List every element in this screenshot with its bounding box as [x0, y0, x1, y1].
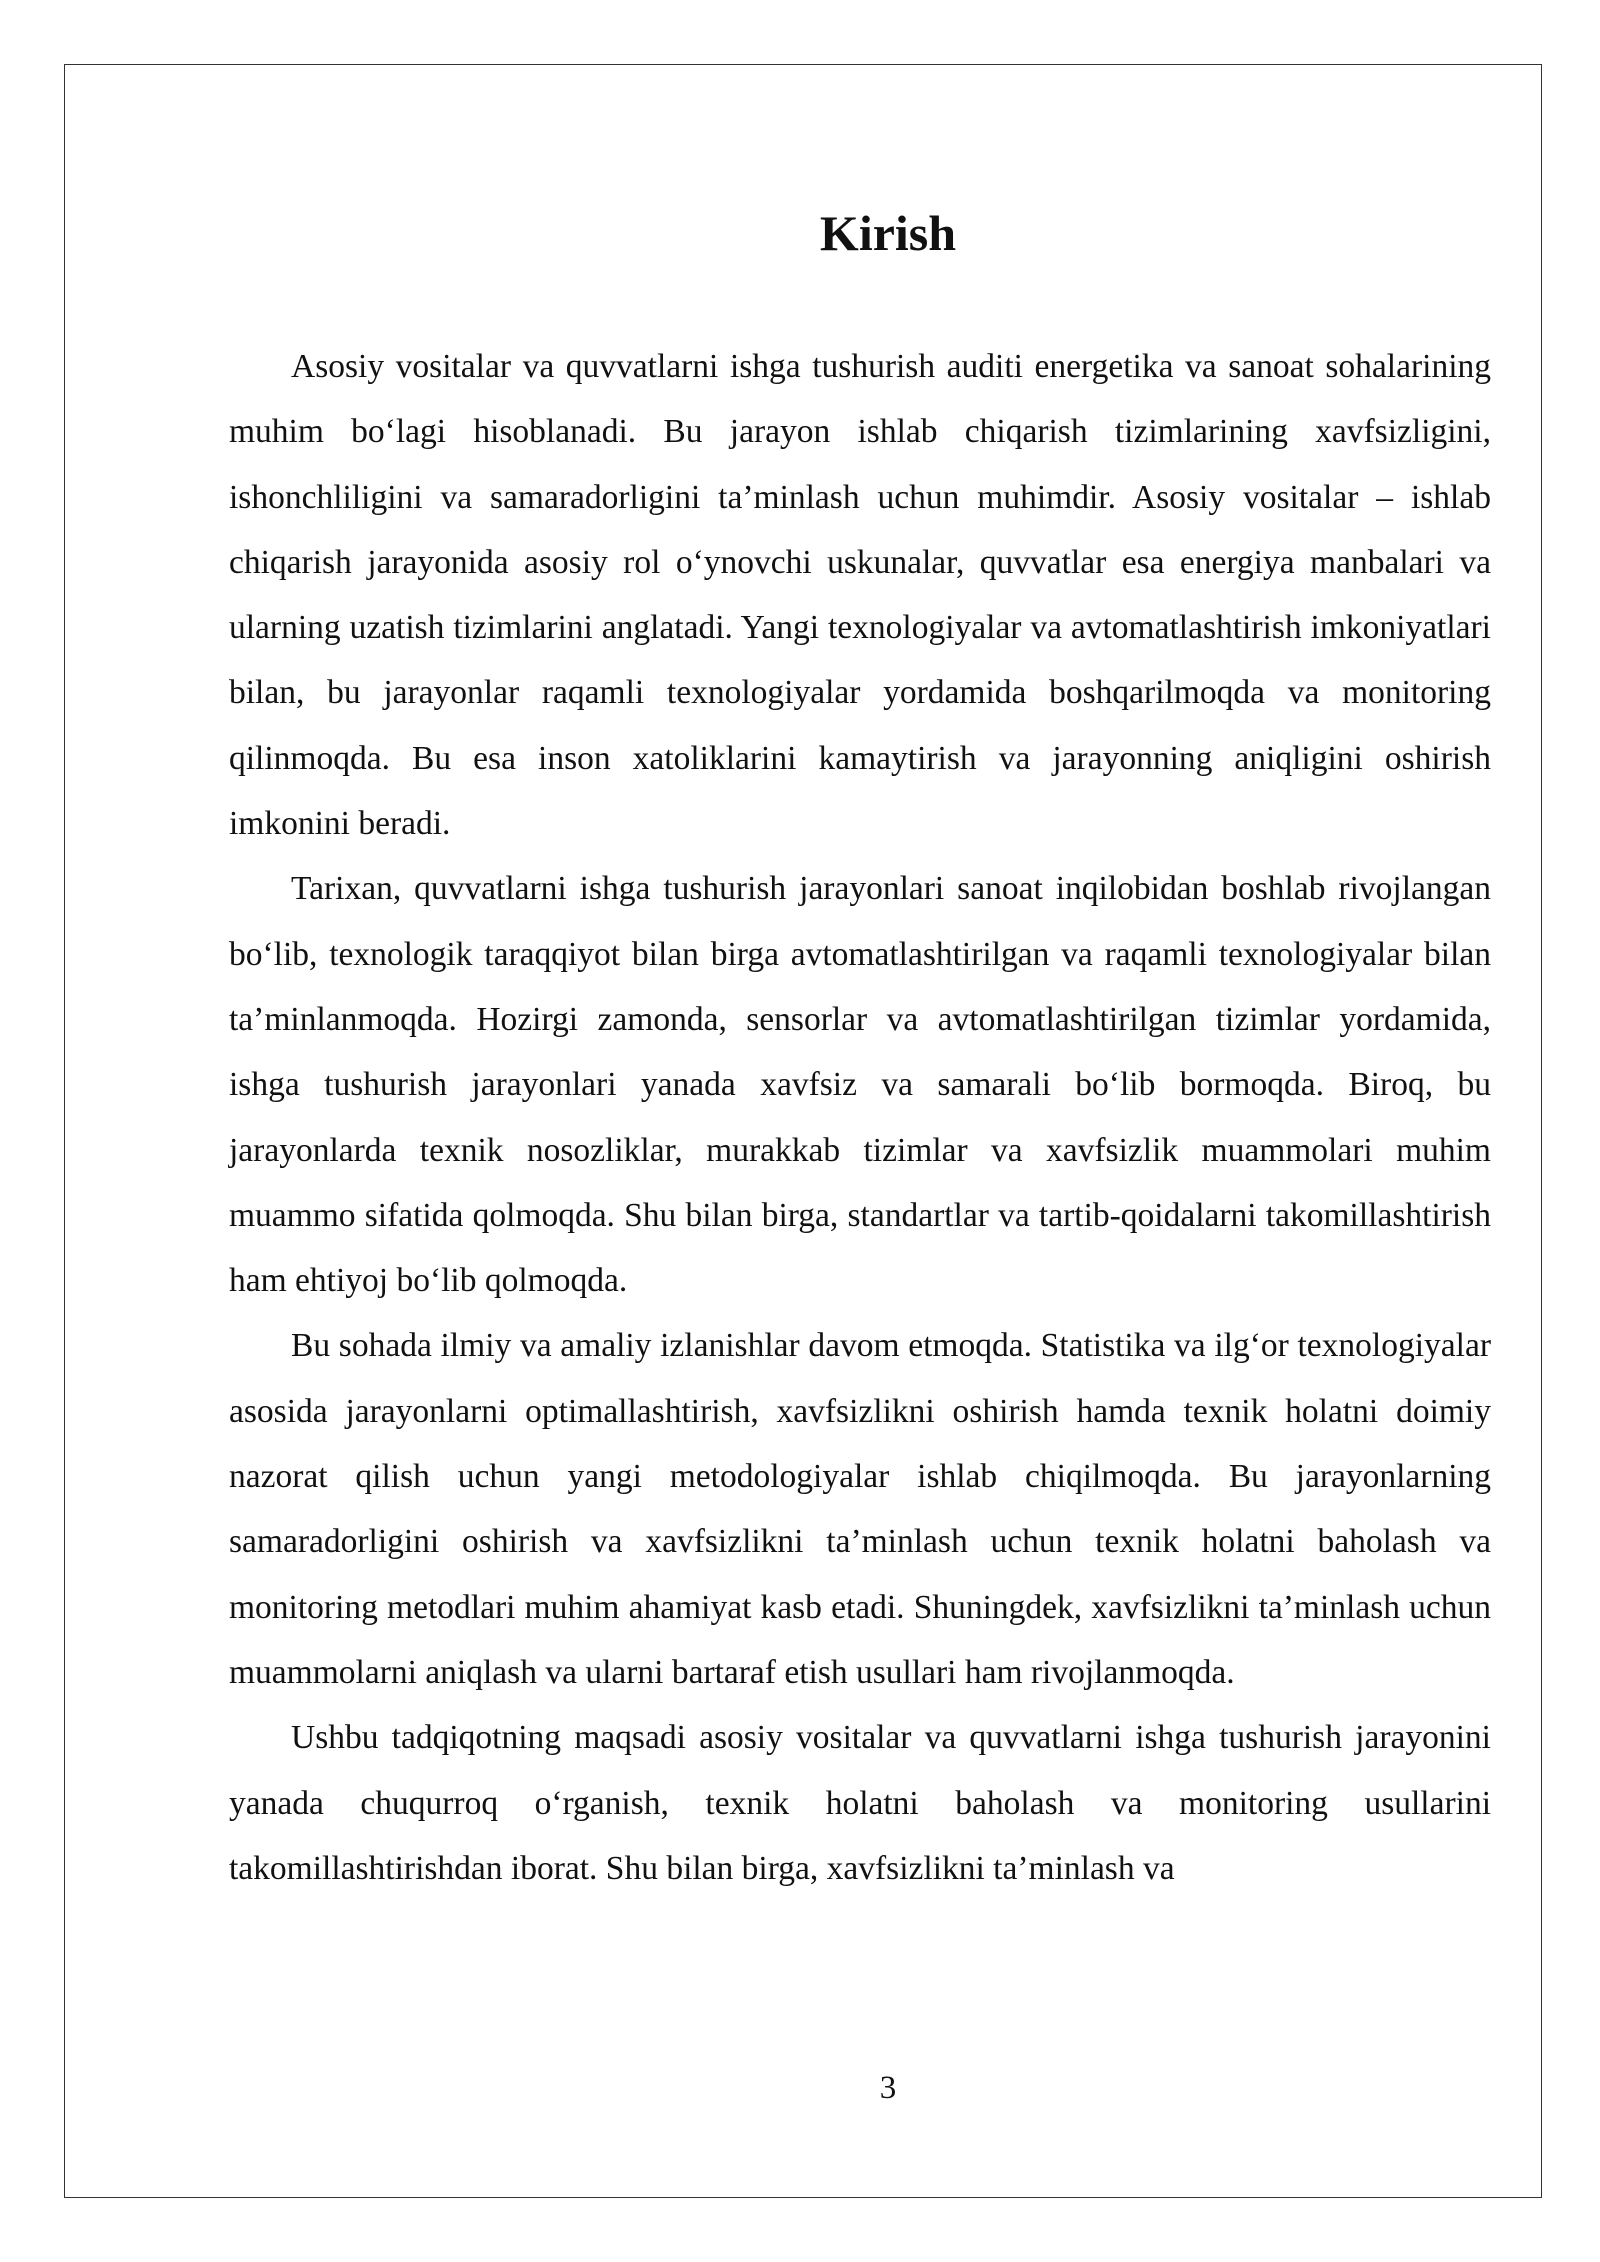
page-title: Kirish	[819, 205, 957, 261]
body-text	[229, 334, 1491, 1901]
page-number: 3	[879, 2070, 897, 2106]
paragraph-4: Ushbu tadqiqotning maqsadi asosiy vositalar va quvvatlarni ishga tushurish jarayonini yanada chuqurroq o‘rganish, texnik holatni baholash va monitoring usullarini takomillashtirishdan iborat. Shu bilan birga, xavfsizlikni ta’minlash va	[229, 1719, 1491, 1887]
paragraph-1: Asosiy vositalar va quvvatlarni ishga tushurish auditi energetika va sanoat sohalarining muhim bo‘lagi hisoblanadi. Bu jarayon ishlab chiqarish tizimlarining xavfsizligini, ishonchliligini va samaradorligini ta’minlash uchun muhimdir. Asosiy vositalar – ishlab chiqarish jarayonida asosiy rol o‘ynovchi uskunalar, quvvatlar esa energiya manbalari va ularning uzatish tizimlarini anglatadi. Yangi texnologiyalar va avtomatlashtirish imkoniyatlari bilan, bu jarayonlar raqamli texnologiyalar yordamida boshqarilmoqda va monitoring qilinmoqda. Bu esa inson xatoliklarini kamaytirish va jarayonning aniqligini oshirish imkonini beradi.	[229, 348, 1491, 843]
paragraph-3: Bu sohada ilmiy va amaliy izlanishlar davom etmoqda. Statistika va ilg‘or texnologiyalar asosida jarayonlarni optimallashtirish, xavfsizlikni oshirish hamda texnik holatni doimiy nazorat qilish uchun yangi metodologiyalar ishlab chiqilmoqda. Bu jarayonlarning samaradorligini oshirish va xavfsizlikni ta’minlash uchun texnik holatni baholash va monitoring metodlari muhim ahamiyat kasb etadi. Shuningdek, xavfsizlikni ta’minlash uchun muammolarni aniqlash va ularni bartaraf etish usullari ham rivojlanmoqda.	[229, 1327, 1491, 1691]
paragraph-2: Tarixan, quvvatlarni ishga tushurish jarayonlari sanoat inqilobidan boshlab rivojlangan bo‘lib, texnologik taraqqiyot bilan birga avtomatlashtirilgan va raqamli texnologiyalar bilan ta’minlanmoqda. Hozirgi zamonda, sensorlar va avtomatlashtirilgan tizimlar yordamida, ishga tushurish jarayonlari yanada xavfsiz va samarali bo‘lib bormoqda. Biroq, bu jarayonlarda texnik nosozliklar, murakkab tizimlar va xavfsizlik muammolari muhim muammo sifatida qolmoqda. Shu bilan birga, standartlar va tartib-qoidalarni takomillashtirish ham ehtiyoj bo‘lib qolmoqda.	[229, 870, 1491, 1300]
